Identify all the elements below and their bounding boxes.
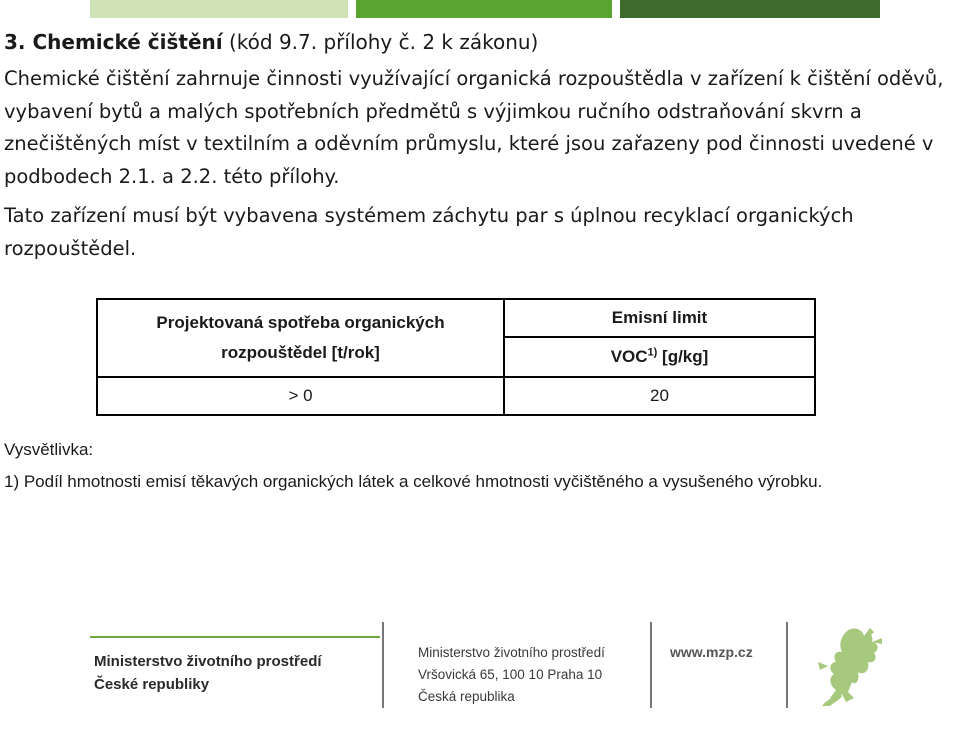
emission-limit-table: [96, 298, 816, 416]
czech-lion-icon: [808, 622, 898, 710]
header-voc-unit: [504, 337, 815, 377]
top-bar-light: [90, 0, 348, 18]
legend-title: Vysvětlivka:: [4, 440, 94, 459]
website-link[interactable]: www.mzp.cz: [670, 644, 753, 660]
footer-divider-1: [382, 622, 384, 708]
header-consumption: [97, 299, 504, 377]
address-line-2: Vršovická 65, 100 10 Praha 10: [418, 667, 603, 682]
section-heading-bold: 3. Chemické čištění: [4, 30, 223, 54]
table-row: [97, 377, 815, 415]
cell-consumption-value: > 0: [97, 377, 504, 415]
footer-divider-2: [650, 622, 652, 708]
header-consumption-line1: Projektovaná spotřeba organických: [156, 313, 445, 332]
ministry-address: [418, 642, 605, 708]
voc-footnote-mark: 1): [647, 346, 658, 359]
table-header-row: [97, 299, 815, 337]
footer-divider-3: [786, 622, 788, 708]
section-heading-rest: (kód 9.7. přílohy č. 2 k zákonu): [222, 30, 539, 54]
address-line-3: Česká republika: [418, 689, 515, 704]
paragraph-description: Chemické čištění zahrnuje činnosti využívající organická rozpouštědla v zařízení k čištění oděvů, vybavení bytů a malých spotřebních předmětů s výjimkou ručního odstraňování skvrn a znečištěných míst v textilním a oděvním průmyslu, které jsou zařazeny pod činnosti uvedené v podbodech 2.1. a 2.2. této přílohy.: [4, 67, 944, 188]
section-heading: [4, 29, 538, 55]
voc-unit: [g/kg]: [657, 347, 709, 366]
cell-limit-value: 20: [504, 377, 815, 415]
address-line-1: Ministerstvo životního prostředí: [418, 645, 605, 660]
footer-green-line: [90, 636, 380, 638]
top-color-bars: [90, 0, 880, 18]
header-consumption-line2: rozpouštědel [t/rok]: [221, 343, 380, 362]
ministry-line-1: Ministerstvo životního prostředí: [94, 653, 322, 670]
ministry-line-2: České republiky: [94, 676, 210, 693]
header-emission-limit: Emisní limit: [504, 299, 815, 337]
footer: [90, 620, 960, 736]
top-bar-dark: [620, 0, 880, 18]
top-bar-medium: [356, 0, 612, 18]
paragraph-requirement: Tato zařízení musí být vybavena systémem záchytu par s úplnou recyklací organických rozpouštědel.: [4, 204, 854, 260]
ministry-logo-text: [94, 650, 322, 696]
footnote-1: 1) Podíl hmotnosti emisí těkavých organických látek a celkové hmotnosti vyčištěného a vysušeného výrobku.: [4, 472, 823, 491]
voc-label: VOC: [610, 347, 648, 366]
